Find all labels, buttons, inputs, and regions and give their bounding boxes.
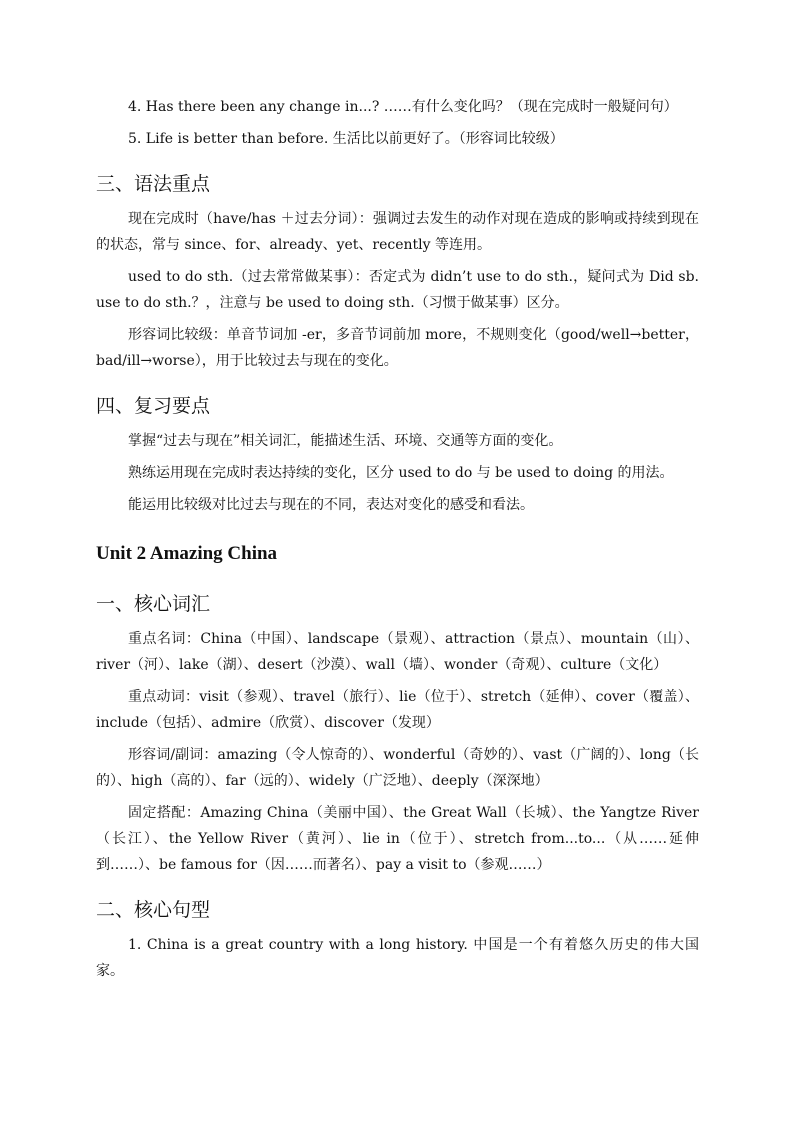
review-point-1: 掌握“过去与现在”相关词汇，能描述生活、环境、交通等方面的变化。 bbox=[128, 433, 563, 449]
sentence-pattern-5: 5. Life is better than before. 生活比以前更好了。（形容词比较级） bbox=[128, 131, 564, 147]
sentence-pattern-4: 4. Has there been any change in...? ……有什么变化吗？（现在完成时一般疑问句） bbox=[128, 99, 678, 115]
review-point-2: 熟练运用现在完成时表达持续的变化，区分 used to do 与 be used to doing 的用法。 bbox=[128, 465, 674, 481]
section-heading-grammar: 三、语法重点 bbox=[96, 173, 211, 195]
sentence-pattern-1: 1. China is a great country with a long history. 中国是一个有着悠久历史的伟大国家。 bbox=[96, 937, 699, 979]
unit-title: Unit 2 Amazing China bbox=[96, 543, 278, 564]
vocab-phrases: 固定搭配：Amazing China（美丽中国）、the Great Wall（长城）、the Yangtze River（长江）、the Yellow River（黄河）、lie in（位于）、stretch from...to...（从……延伸到……）、be famous for（因……而著名）、pay a visit to（参观……） bbox=[96, 805, 699, 873]
document-page bbox=[96, 94, 699, 984]
grammar-point-used-to: used to do sth.（过去常常做某事）：否定式为 didn’t use to do sth.，疑问式为 Did sb. use to do sth.？，注意与 be used to doing sth.（习惯于做某事）区分。 bbox=[96, 269, 699, 311]
section-heading-vocabulary: 一、核心词汇 bbox=[96, 593, 211, 615]
vocab-nouns: 重点名词：China（中国）、landscape（景观）、attraction（景点）、mountain（山）、river（河）、lake（湖）、desert（沙漠）、wall（墙）、wonder（奇观）、culture（文化） bbox=[96, 631, 699, 673]
vocab-adjectives-adverbs: 形容词/副词：amazing（令人惊奇的）、wonderful（奇妙的）、vast（广阔的）、long（长的）、high（高的）、far（远的）、widely（广泛地）、deeply（深深地） bbox=[96, 747, 699, 789]
vocab-verbs: 重点动词：visit（参观）、travel（旅行）、lie（位于）、stretch（延伸）、cover（覆盖）、include（包括）、admire（欣赏）、discover（发现） bbox=[96, 689, 699, 731]
section-heading-review: 四、复习要点 bbox=[96, 395, 211, 417]
grammar-point-comparative: 形容词比较级：单音节词加 -er，多音节词前加 more，不规则变化（good/well→better，bad/ill→worse），用于比较过去与现在的变化。 bbox=[96, 327, 699, 369]
grammar-point-present-perfect: 现在完成时（have/has ＋过去分词）：强调过去发生的动作对现在造成的影响或持续到现在的状态，常与 since、for、already、yet、recently 等连用。 bbox=[96, 211, 699, 253]
section-heading-sentence-patterns: 二、核心句型 bbox=[96, 899, 211, 921]
review-point-3: 能运用比较级对比过去与现在的不同，表达对变化的感受和看法。 bbox=[128, 497, 534, 513]
